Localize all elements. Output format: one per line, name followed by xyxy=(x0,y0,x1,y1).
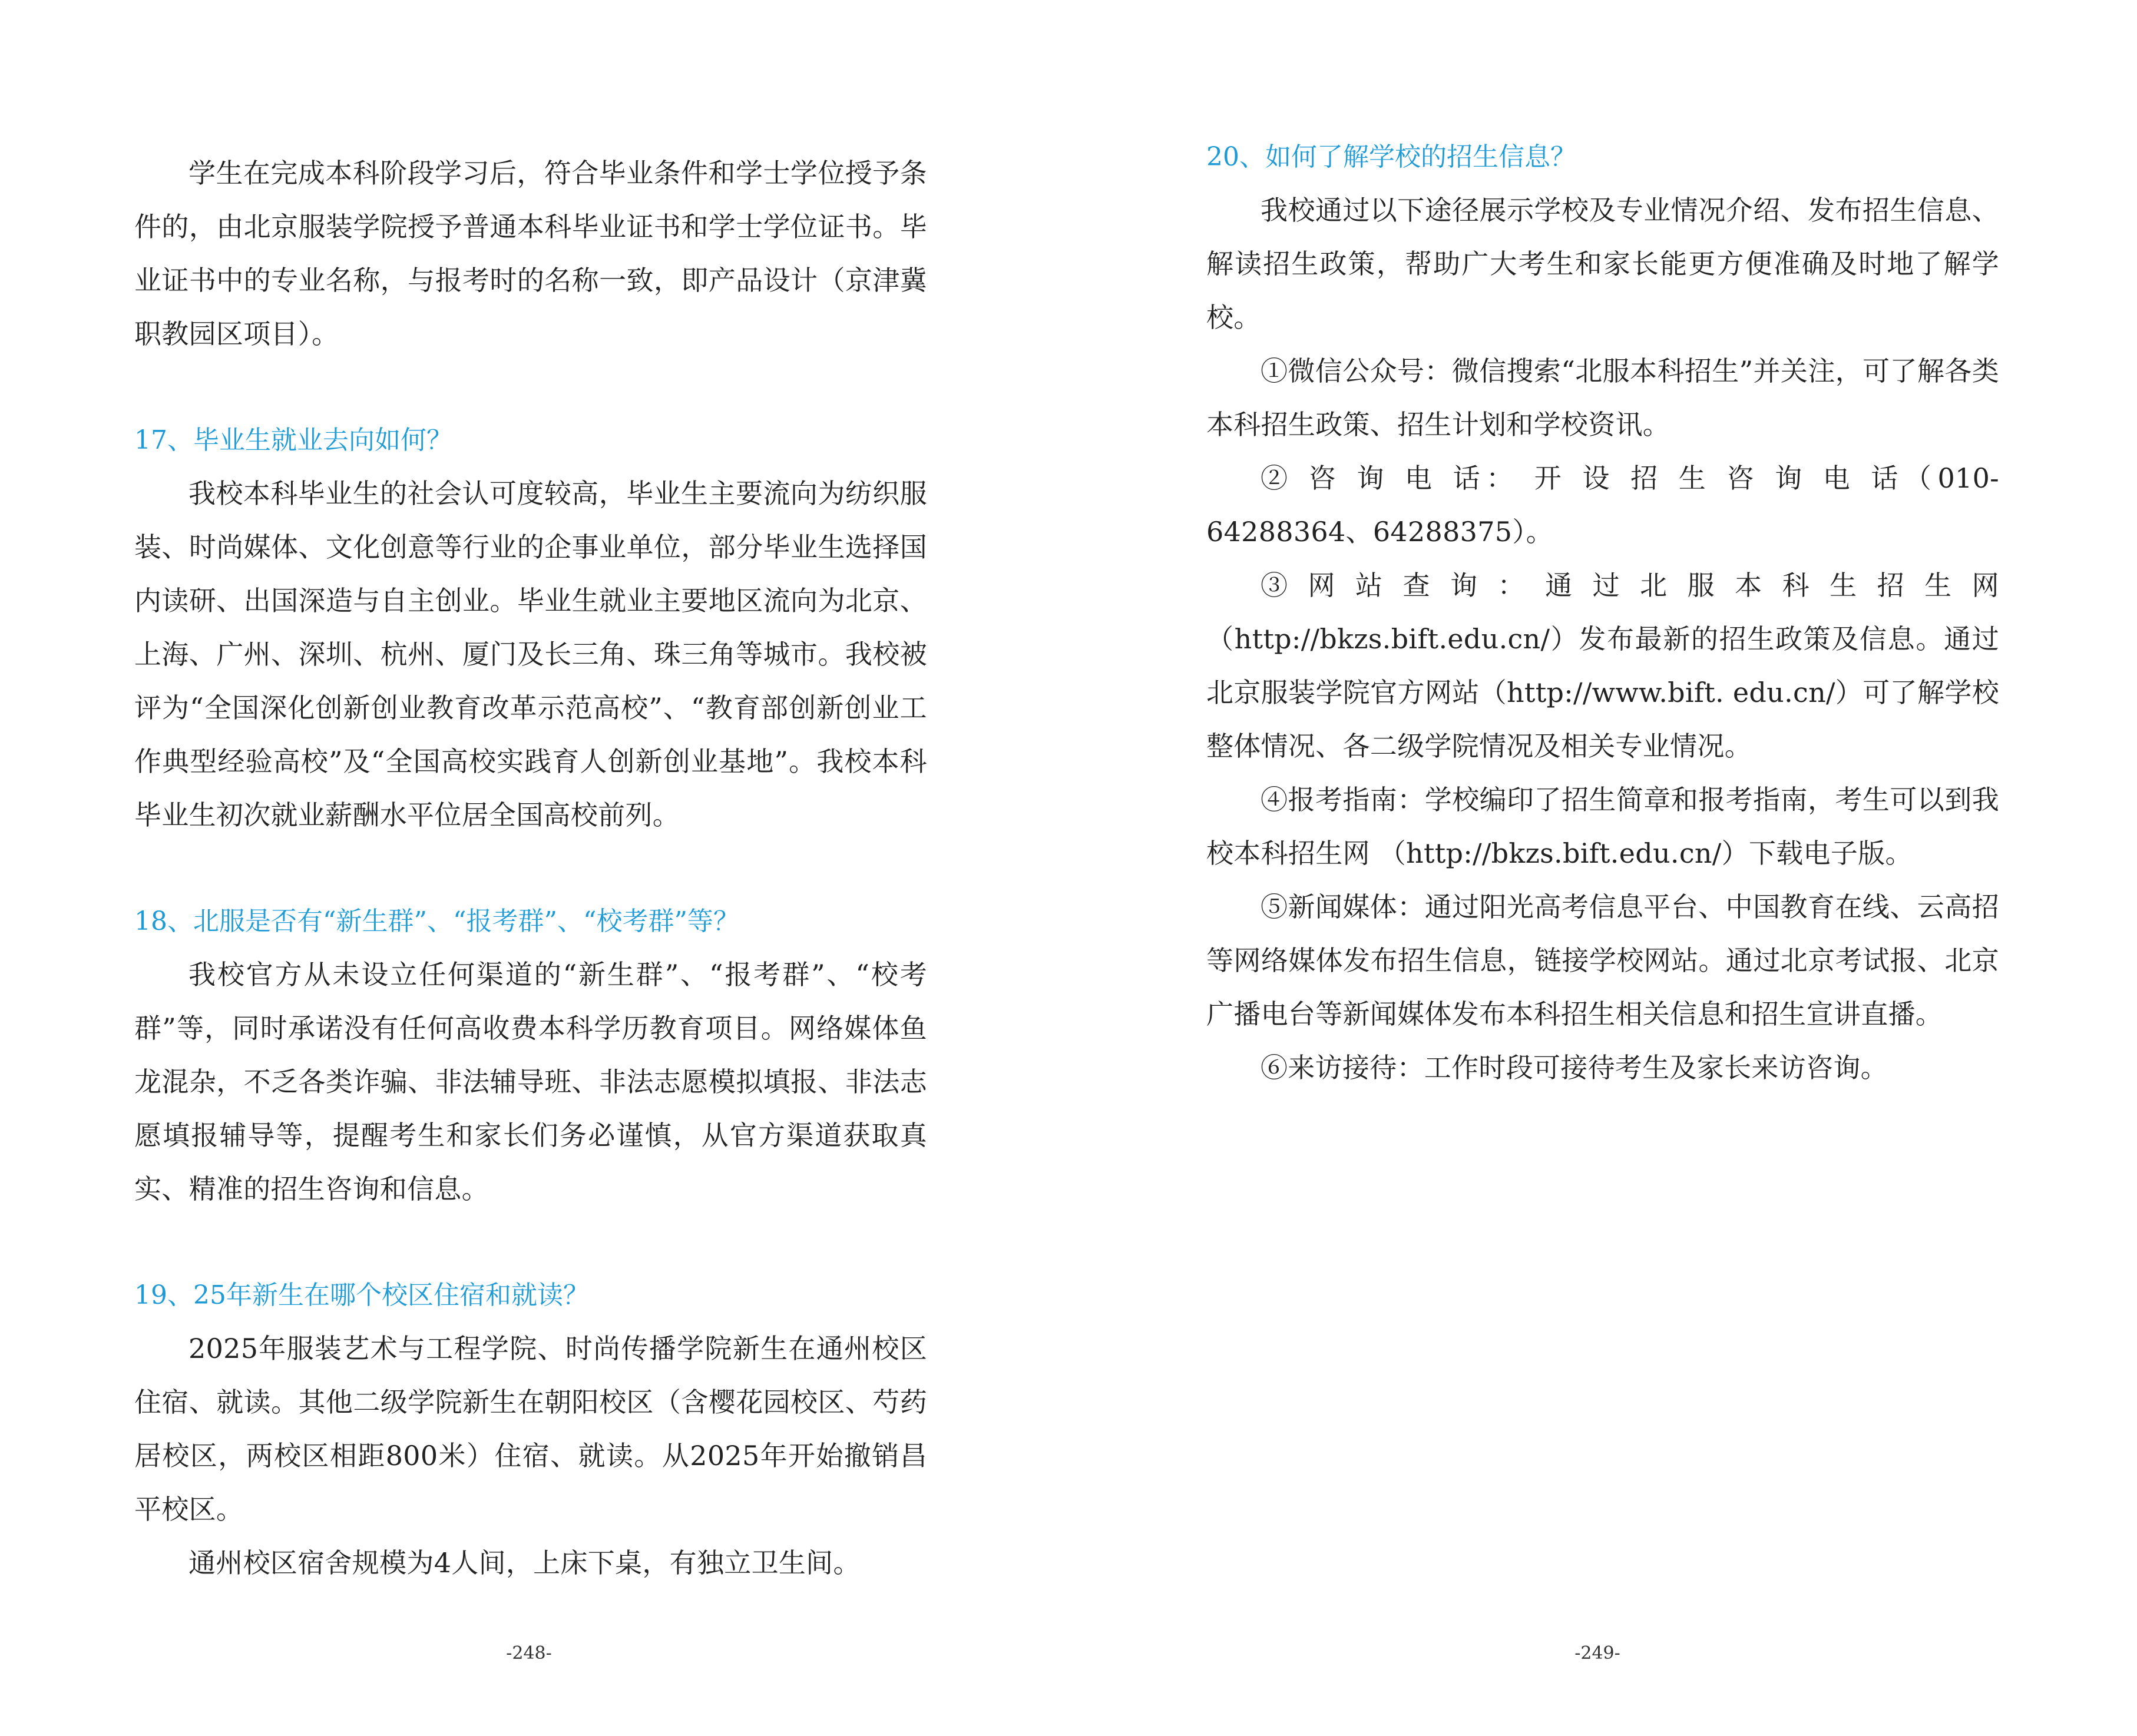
q19-heading: 19、25年新生在哪个校区住宿和就读？ xyxy=(134,1280,589,1310)
q20-item-website: ③网站查询：通过北服本科生招生网 （http://bkzs.bift.edu.cn/）发布最新的招生政策及信息。通过北京服装学院官方网站（http://www.bift. edu.cn/）可了解学校整体情况、各二级学院情况及相关专业情况。 xyxy=(1206,569,1999,762)
left-page xyxy=(134,147,927,1590)
q19-paragraph-1: 2025年服装艺术与工程学院、时尚传播学院新生在通州校区住宿、就读。其他二级学院新生在朝阳校区（含樱花园校区、芍药居校区，两校区相距800米）住宿、就读。从2025年开始撤销昌平校区。 xyxy=(134,1333,927,1525)
q20-item-wechat: ①微信公众号：微信搜索“北服本科招生”并关注，可了解各类本科招生政策、招生计划和学校资讯。 xyxy=(1206,355,1999,440)
q17-heading: 17、毕业生就业去向如何？ xyxy=(134,425,452,455)
q20-item-phone: ② 咨 询 电 话： 开 设 招 生 咨 询 电 话（010-64288364、64288375）。 xyxy=(1206,462,1999,548)
q20-item-visit: ⑥来访接待：工作时段可接待考生及家长来访咨询。 xyxy=(1261,1052,1888,1084)
q18-paragraph: 我校官方从未设立任何渠道的“新生群”、“报考群”、“校考群”等，同时承诺没有任何高收费本科学历教育项目。网络媒体鱼龙混杂，不乏各类诈骗、非法辅导班、非法志愿模拟填报、非法志愿填报辅导等，提醒考生和家长们务必谨慎，从官方渠道获取真实、精准的招生咨询和信息。 xyxy=(134,959,927,1205)
page-number-right: -249- xyxy=(1574,1643,1620,1664)
right-page xyxy=(1206,130,1999,1095)
q20-heading: 20、如何了解学校的招生信息？ xyxy=(1206,142,1576,172)
q17-paragraph: 我校本科毕业生的社会认可度较高，毕业生主要流向为纺织服装、时尚媒体、文化创意等行业的企事业单位，部分毕业生选择国内读研、出国深造与自主创业。毕业生就业主要地区流向为北京、上海、广州、深圳、杭州、厦门及长三角、珠三角等城市。我校被评为“全国深化创新创业教育改革示范高校”、“教育部创新创业工作典型经验高校”及“全国高校实践育人创新创业基地”。我校本科毕业生初次就业薪酬水平位居全国高校前列。 xyxy=(134,478,927,831)
q19-paragraph-2: 通州校区宿舍规模为4人间，上床下桌，有独立卫生间。 xyxy=(188,1547,861,1579)
q18-heading: 18、北服是否有“新生群”、“报考群”、“校考群”等？ xyxy=(134,906,739,936)
intro-paragraph: 学生在完成本科阶段学习后，符合毕业条件和学士学位授予条件的，由北京服装学院授予普通本科毕业证书和学士学位证书。毕业证书中的专业名称，与报考时的名称一致，即产品设计（京津冀职教园区项目）。 xyxy=(134,157,927,350)
page-number-left: -248- xyxy=(506,1643,552,1664)
q20-paragraph: 我校通过以下途径展示学校及专业情况介绍、发布招生信息、解读招生政策，帮助广大考生和家长能更方便准确及时地了解学校。 xyxy=(1206,194,1999,333)
q20-item-media: ⑤新闻媒体：通过阳光高考信息平台、中国教育在线、云高招等网络媒体发布招生信息，链接学校网站。通过北京考试报、北京广播电台等新闻媒体发布本科招生相关信息和招生宣讲直播。 xyxy=(1206,891,1999,1030)
q20-item-guide: ④报考指南：学校编印了招生简章和报考指南，考生可以到我校本科招生网 （http://bkzs.bift.edu.cn/）下载电子版。 xyxy=(1206,784,1999,869)
